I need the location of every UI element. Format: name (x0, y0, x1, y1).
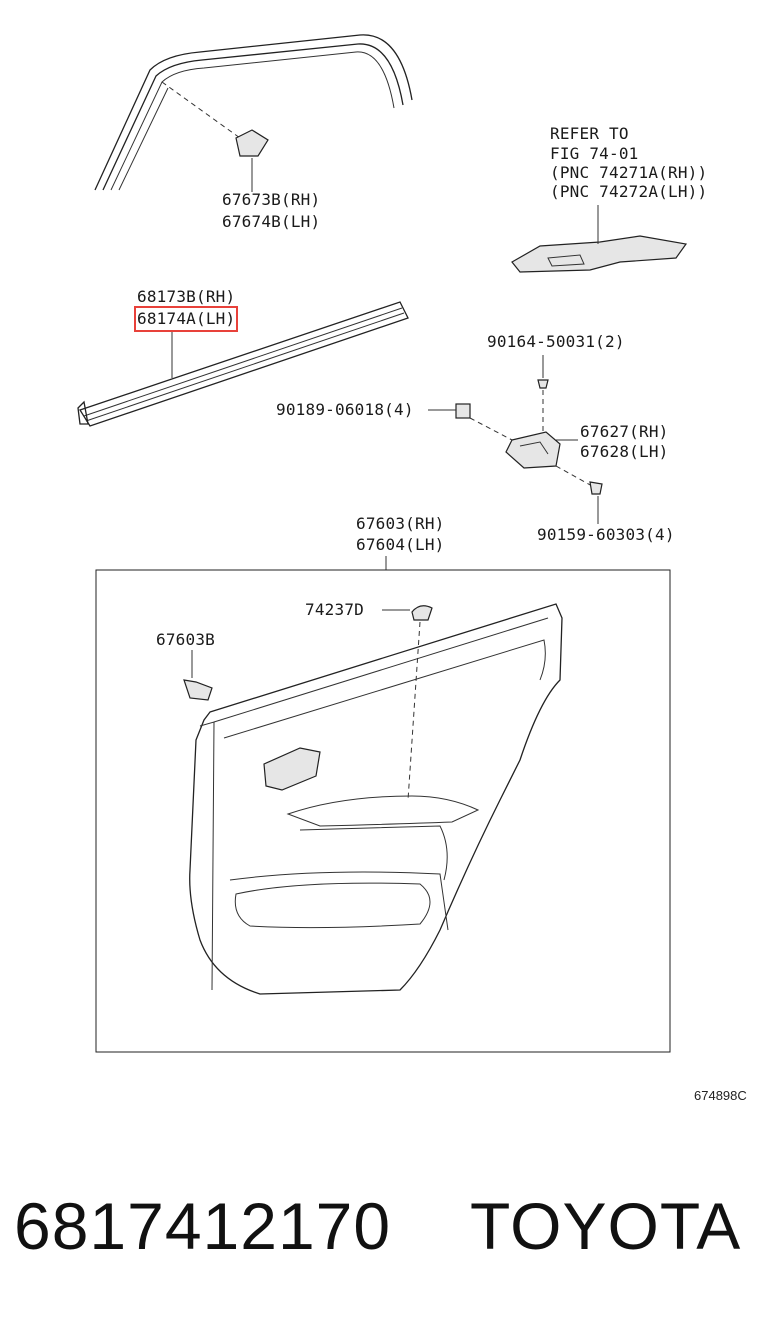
screw-bottom-part (590, 482, 602, 494)
leader-nut-dash (470, 418, 512, 440)
label-bracket-lh: 67628(LH) (580, 442, 669, 461)
clip-part (184, 680, 212, 700)
door-frame-outline (95, 35, 412, 190)
label-moulding-rh: 68173B(RH) (137, 287, 236, 306)
label-refer-2: FIG 74-01 (550, 144, 639, 163)
label-nut: 90189-06018(4) (276, 400, 414, 419)
footer-brand: TOYOTA (470, 1189, 742, 1263)
footer-part-number: 6817412170 (14, 1189, 392, 1263)
label-refer-3: (PNC 74271A(RH)) (550, 163, 708, 182)
label-moulding-lh-highlighted[interactable]: 68174A(LH) (137, 309, 236, 328)
label-screw-bottom: 90159-60303(4) (537, 525, 675, 544)
nut-part (456, 404, 470, 418)
label-panel-rh: 67603(RH) (356, 514, 445, 533)
door-trim-panel (190, 604, 562, 994)
diagram-code: 674898C (694, 1088, 747, 1103)
label-bracket-rh: 67627(RH) (580, 422, 669, 441)
armrest-trim-part (512, 236, 686, 272)
weatherstrip-clip-part (236, 130, 268, 156)
leader-screw-bottom-dash (556, 466, 592, 486)
label-cap: 74237D (305, 600, 364, 619)
leader-clip (162, 82, 240, 138)
cap-part (412, 606, 432, 620)
label-panel-lh: 67604(LH) (356, 535, 445, 554)
label-clip-lh: 67674B(LH) (222, 212, 321, 231)
label-clip-rh: 67673B(RH) (222, 190, 321, 209)
label-refer-4: (PNC 74272A(LH)) (550, 182, 708, 201)
bracket-part (506, 432, 560, 468)
label-refer-1: REFER TO (550, 124, 629, 143)
label-clip-b: 67603B (156, 630, 215, 649)
label-screw-top: 90164-50031(2) (487, 332, 625, 351)
screw-top-part (538, 355, 548, 388)
